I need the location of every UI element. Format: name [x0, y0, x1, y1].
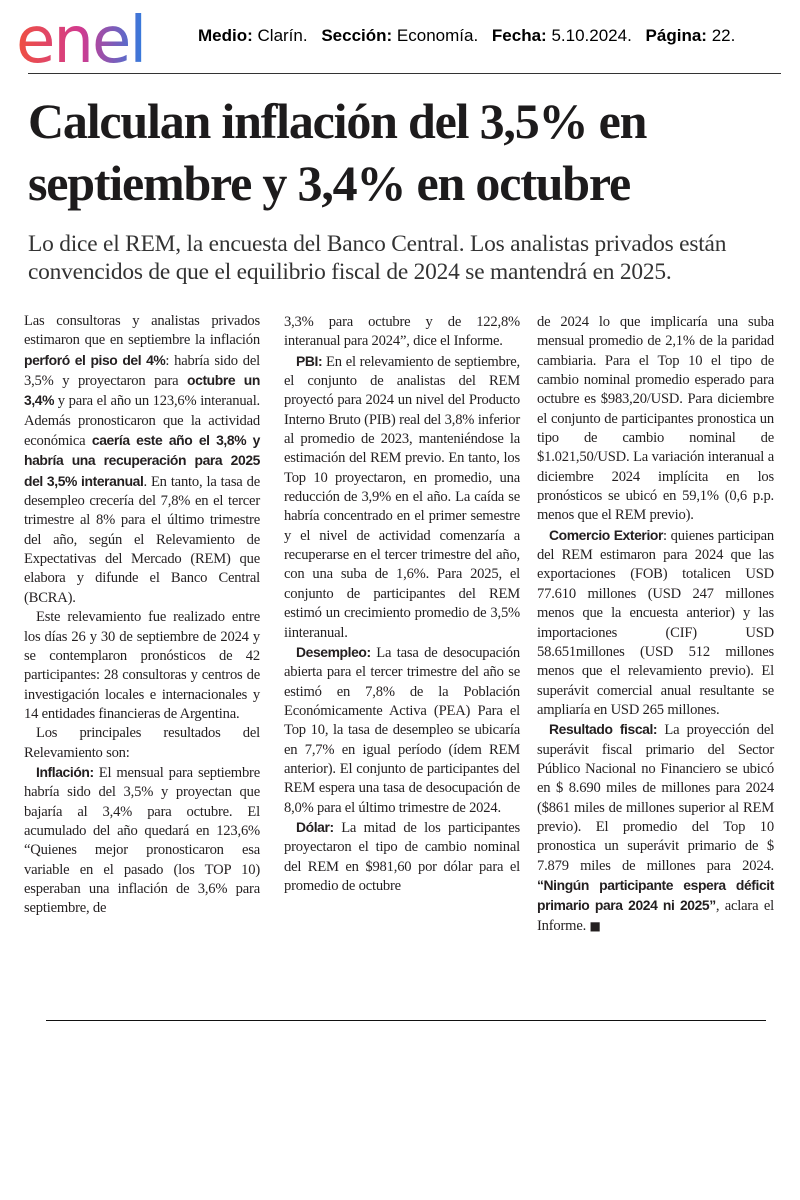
paragraph-inflacion: Inflación: El mensual para septiembre habría sido del 3,5% y proyectan que bajaría al 3,4% para octubre. El acumulado del año quedará en 123,6% “Quienes mejor pronosticaron esa variable en el pasado (los TOP 10) esperaban una inflación de 3,6% para septiembre, de: [24, 763, 260, 917]
page-header: [0, 0, 800, 80]
article-column-2: [284, 313, 520, 896]
article-column-3: [537, 313, 774, 936]
paragraph: de 2024 lo que implicaría una suba mensual promedio de 2,1% de la paridad cambiaria. Para el Top 10 el tipo de cambio nominal promedio esperado para octubre es $983,20/USD. Para diciembre el conjunto de participantes pronostica un tipo de cambio nominal de $1.021,50/USD. La variación interanual a diciembre 2024 implícita en los pronósticos se ubicó en 59,1% (0,6 p.p. menos que el REM previo).: [537, 314, 774, 524]
article-headline: Calculan inflación del 3,5% en septiembre y 3,4% en octubre: [28, 93, 647, 211]
paragraph: Este relevamiento fue realizado entre los días 26 y 30 de septiembre de 2024 y se contemplaron pronósticos de 42 participantes: 28 consultoras y centros de investigación locales e internacionales y 14 entidades financieras de Argentina.: [24, 609, 260, 722]
header-divider: [28, 73, 781, 74]
paragraph-resultado-fiscal: Resultado fiscal: La proyección del superávit fiscal primario del Sector Público Nacional no Financiero se ubicó en $ 8.690 miles de millones para 2024 ($861 miles de millones superior al REM previo). El promedio del Top 10 pronostica un superávit primario de $ 7.879 miles de millones para 2024. “Ningún participante espera déficit primario para 2024 ni 2025”, aclara el Informe. ■: [537, 721, 774, 934]
end-mark-icon: ■: [589, 918, 601, 933]
svg-text:enel: enel: [16, 6, 146, 68]
article-column-1: [24, 312, 260, 919]
publication-meta: Medio: Clarín. Sección: Economía. Fecha: 5.10.2024. Página: 22.: [198, 26, 736, 45]
footer-divider: [46, 1020, 766, 1021]
paragraph-dolar: Dólar: La mitad de los participantes proyectaron el tipo de cambio nominal del REM en $981,60 por dólar para el promedio de octubre: [284, 818, 520, 894]
paragraph-comercio-exterior: Comercio Exterior: quienes participan del REM estimaron para 2024 que las exportaciones (FOB) totalicen USD 77.610 millones (USD 247 millones menos que la encuesta anterior) y las importaciones (CIF) USD 58.651millones (USD 512 millones menos que el relevamiento previo). El superávit comercial anual resultante se ampliaría en USD 265 millones.: [537, 526, 775, 718]
paragraph: 3,3% para octubre y de 122,8% interanual para 2024”, dice el Informe.: [284, 314, 520, 350]
paragraph: Los principales resultados del Relevamiento son:: [24, 725, 260, 761]
paragraph: Las consultoras y analistas privados estimaron que en septiembre la inflación perforó el piso del 4%: habría sido del 3,5% y proyectaron para octubre un 3,4% y para el año un 123,6% interanual. Además pronosticaron que la actividad económica caería este año el 3,8% y habría una recuperación para 2025 del 3,5% interanual. En tanto, la tasa de desempleo crecería del 7,8% en el tercer trimestre al 8% para el último trimestre del año, según el Relevamiento de Expectativas del Mercado (REM) que elabora y difunde el Banco Central (BCRA).: [24, 313, 261, 606]
enel-logo: [14, 6, 186, 68]
paragraph-desempleo: Desempleo: La tasa de desocupación abierta para el tercer trimestre del año se estimó en 7,8% de la Población Económicamente Activa (PEA) Para el Top 10, la tasa de desempleo se ubicaría en 7,7% en igual período (ídem REM anterior). El conjunto de participantes del REM espera una tasa de desocupación de 8,0% para el último trimestre de 2024.: [284, 643, 520, 816]
article-subhead: Lo dice el REM, la encuesta del Banco Central. Los analistas privados están convencidos de que el equilibrio fiscal de 2024 se mantendrá en 2025.: [28, 231, 727, 285]
paragraph-pbi: PBI: En el relevamiento de septiembre, el conjunto de analistas del REM proyectó para 2024 un nivel del Producto Interno Bruto (PIB) real del 3,8% inferior al promedio de 2023, manteniéndose la estimación del REM previo. En tanto, los Top 10 proyectaron, en promedio, una reducción de 3,9% en el año. La caída se habría concentrado en el primer semestre y el nivel de actividad comenzaría a recuperarse en el tercer trimestre del año, con una suba de 1,6%. Para 2025, el conjunto de participantes del REM estimó un crecimiento promedio de 3,5% iinteranual.: [284, 352, 520, 641]
